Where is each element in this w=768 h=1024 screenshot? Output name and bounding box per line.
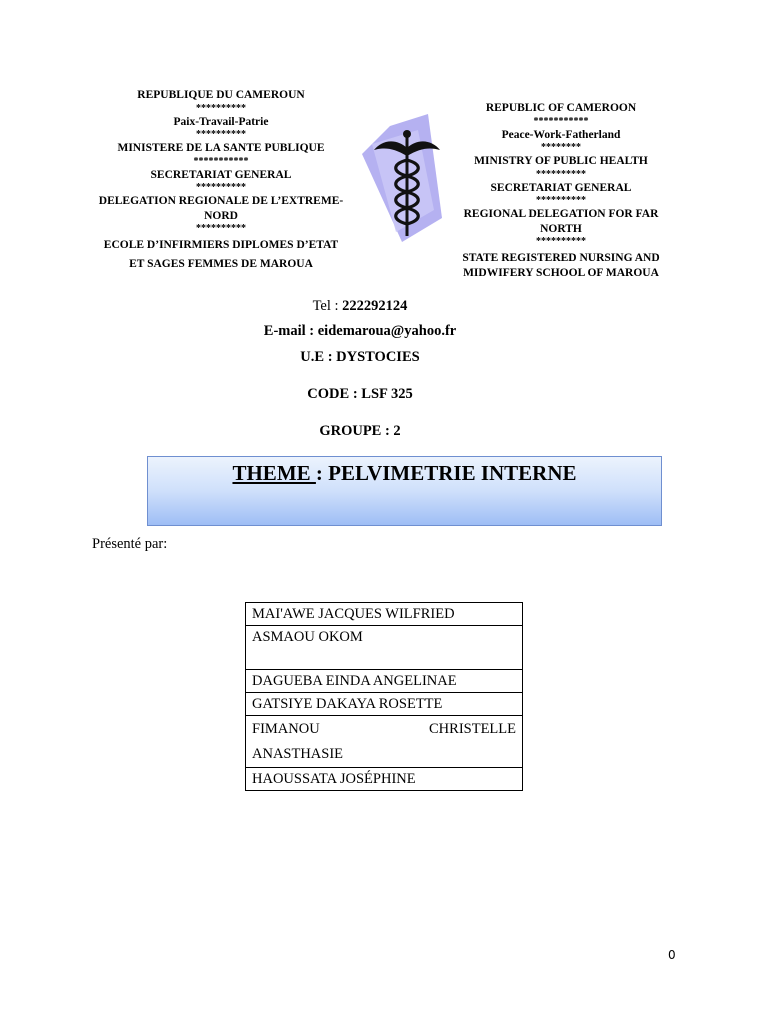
member-name: ASMAOU OKOM bbox=[246, 626, 523, 670]
header-left-separator: ********** bbox=[196, 102, 246, 114]
tel-label: Tel : bbox=[312, 298, 339, 314]
header-right-separator: ********** bbox=[536, 195, 586, 206]
header-right bbox=[455, 101, 667, 280]
course-code: CODE : LSF 325 bbox=[307, 386, 413, 402]
header-left-line: Paix-Travail-Patrie bbox=[173, 115, 269, 128]
header-left-line: SECRETARIAT GENERAL bbox=[150, 168, 292, 181]
members-table bbox=[245, 602, 523, 791]
header-left-separator: ********** bbox=[196, 129, 246, 140]
header-left-separator: *********** bbox=[193, 155, 249, 167]
table-row bbox=[246, 603, 523, 626]
header-right-separator: ******** bbox=[541, 142, 581, 153]
presented-by-label: Présenté par: bbox=[92, 536, 168, 552]
header-left-line: REPUBLIQUE DU CAMEROUN bbox=[137, 89, 305, 101]
theme-value: : PELVIMETRIE INTERNE bbox=[315, 461, 577, 485]
header-left bbox=[90, 88, 352, 271]
tel-value: 222292124 bbox=[342, 298, 408, 314]
table-row bbox=[246, 670, 523, 693]
header-right-line: SECRETARIAT GENERAL bbox=[490, 181, 632, 194]
header-right-separator: ********** bbox=[536, 236, 586, 247]
header-right-line: MINISTRY OF PUBLIC HEALTH bbox=[474, 155, 648, 167]
member-name-cell bbox=[246, 716, 523, 768]
page-number: 0 bbox=[668, 948, 676, 962]
course-ue: U.E : DYSTOCIES bbox=[300, 349, 420, 365]
header-right-separator: ********** bbox=[536, 168, 586, 180]
header-right-line: REPUBLIC OF CAMEROON bbox=[485, 102, 637, 114]
table-row bbox=[246, 626, 523, 670]
course-group: GROUPE : 2 bbox=[319, 423, 401, 439]
member-name: HAOUSSATA JOSÉPHINE bbox=[246, 768, 523, 791]
member-name-part: CHRISTELLE bbox=[429, 721, 516, 737]
theme-title bbox=[148, 461, 661, 486]
theme-label: THEME bbox=[232, 461, 316, 485]
member-name: GATSIYE DAKAYA ROSETTE bbox=[246, 693, 523, 716]
header-left-line: ECOLE D’INFIRMIERS DIPLOMES D’ETAT bbox=[103, 239, 339, 251]
member-name-part: FIMANOU bbox=[252, 721, 320, 737]
header-right-separator: *********** bbox=[533, 115, 589, 127]
header-left-separator: ********** bbox=[196, 182, 246, 193]
table-row bbox=[246, 768, 523, 791]
header-right-line: REGIONAL DELEGATION FOR FAR NORTH bbox=[463, 208, 659, 235]
contact-tel bbox=[0, 298, 720, 315]
table-row bbox=[246, 693, 523, 716]
contact-email: E-mail : eidemaroua@yahoo.fr bbox=[263, 323, 457, 339]
caduceus-icon bbox=[362, 114, 452, 242]
header-left-line: MINISTERE DE LA SANTE PUBLIQUE bbox=[117, 142, 325, 154]
member-name: MAI'AWE JACQUES WILFRIED bbox=[246, 603, 523, 626]
header-left-line: ET SAGES FEMMES DE MAROUA bbox=[129, 257, 313, 270]
theme-box bbox=[147, 456, 662, 526]
header-right-line: Peace-Work-Fatherland bbox=[501, 128, 621, 141]
header-left-separator: ********** bbox=[196, 223, 246, 234]
table-row bbox=[246, 716, 523, 768]
header-right-line: STATE REGISTERED NURSING AND MIDWIFERY SCHOOL OF MAROUA bbox=[462, 252, 660, 279]
member-name: DAGUEBA EINDA ANGELINAE bbox=[246, 670, 523, 693]
member-name-part: ANASTHASIE bbox=[252, 746, 344, 762]
header-left-line: DELEGATION REGIONALE DE L’EXTREME-NORD bbox=[98, 195, 344, 222]
member-name-line bbox=[252, 718, 516, 740]
